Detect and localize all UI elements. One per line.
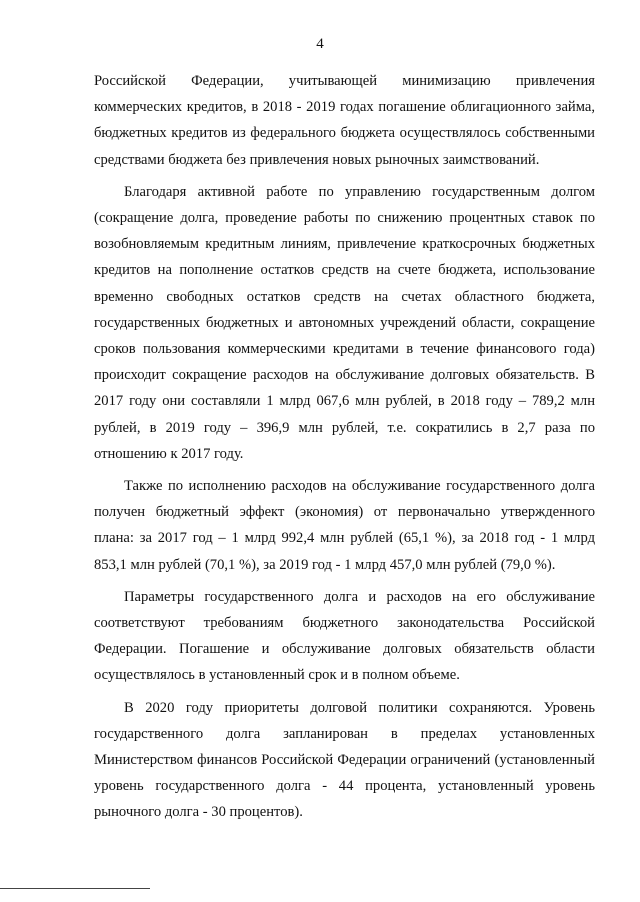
page-number: 4 (316, 36, 324, 52)
paragraph-debt-parameters: Параметры государственного долга и расходов на его обслуживание соответствуют требованиям бюджетного законодательства Российской Федерации. Погашение и обслуживание долговых обязательств области осуществлялось в установленный срок и в полном объеме. (94, 588, 595, 684)
paragraph-2020-priorities: В 2020 году приоритеты долговой политики сохраняются. Уровень государственного долга запланирован в пределах установленных Министерством финансов Российской Федерации ограничений (установленный уровень государственного долга - 44 процента, установленный уровень рыночного долга - 30 процентов). (94, 699, 595, 821)
paragraph-debt-management: Благодаря активной работе по управлению государственным долгом (сокращение долга, проведение работы по снижению процентных ставок по возобновляемым кредитным линиям, привлечение краткосрочных бюджетных кредитов на пополнение остатков средств на счете бюджета, использование временно свободных остатков средств на счетах областного бюджета, государственных бюджетных и автономных учреждений области, сокращение сроков пользования коммерческими кредитами в течение финансового года) происходит сокращение расходов на обслуживание долговых обязательств. В 2017 году они составляли 1 млрд 067,6 млн рублей, в 2018 году – 789,2 млн рублей, в 2019 году – 396,9 млн рублей, т.е. сократились в 2,7 раза по отношению к 2017 году. (94, 183, 595, 462)
bottom-divider (0, 888, 150, 889)
paragraph-budget-effect: Также по исполнению расходов на обслуживание государственного долга получен бюджетный эффект (экономия) от первоначально утвержденного плана: за 2017 год – 1 млрд 992,4 млн рублей (65,1 %), за 2018 год - 1 млрд 853,1 млн рублей (70,1 %), за 2019 год - 1 млрд 457,0 млн рублей (79,0 %). (94, 478, 595, 573)
paragraph-continuation: Российской Федерации, учитывающей минимизацию привлечения коммерческих кредитов, в 2018 - 2019 годах погашение облигационного займа, бюджетных кредитов из федерального бюджета осуществлялось собственными средствами бюджета без привлечения новых рыночных заимствований. (94, 73, 595, 168)
document-body (94, 68, 595, 826)
